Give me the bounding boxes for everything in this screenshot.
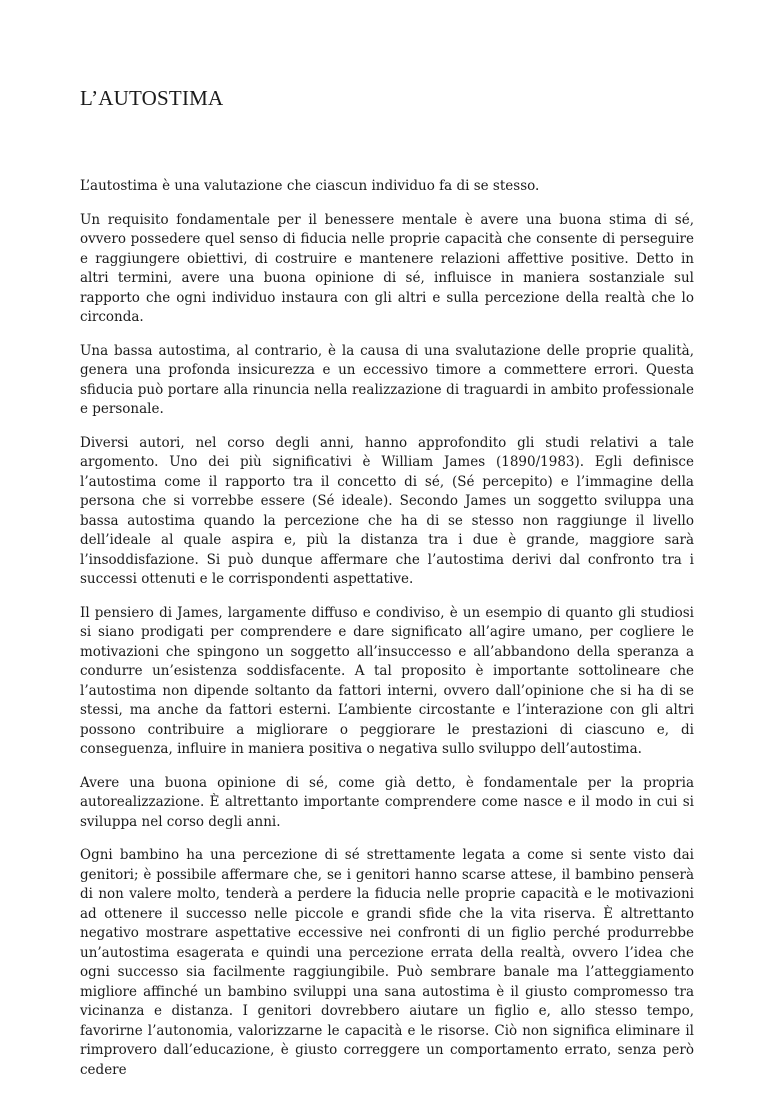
paragraph: L’autostima è una valutazione che ciascun individuo fa di se stesso.	[80, 178, 540, 194]
paragraph: Un requisito fondamentale per il benessere mentale è avere una buona stima di sé, ovvero possedere quel senso di fiducia nelle proprie capacità che consente di perseguire e raggiungere obiettivi, di costruire e mantenere relazioni affettive positive. Detto in altri termini, avere una buona opinione di sé, influisce in maniera sostanziale sul rapporto che ogni individuo instaura con gli altri e sulla percezione della realtà che lo circonda.	[80, 211, 694, 325]
paragraph: Diversi autori, nel corso degli anni, hanno approfondito gli studi relativi a tale argomento. Uno dei più significativi è William James (1890/1983). Egli definisce l’autostima come il rapporto tra il concetto di sé, (Sé percepito) e l’immagine della persona che si vorrebbe essere (Sé ideale). Secondo James un soggetto sviluppa una bassa autostima quando la percezione che ha di se stesso non raggiunge il livello dell’ideale al quale aspira e, più la distanza tra i due è grande, maggiore sarà l’insoddisfazione. Si può dunque affermare che l’autostima derivi dal confronto tra i successi ottenuti e le corrispondenti aspettative.	[80, 434, 694, 587]
document-title: L’AUTOSTIMA	[80, 86, 224, 110]
paragraph: Ogni bambino ha una percezione di sé strettamente legata a come si sente visto dai genitori; è possibile affermare che, se i genitori hanno scarse attese, il bambino penserà di non valere molto, tenderà a perdere la fiducia nelle proprie capacità e le motivazioni ad ottenere il successo nelle piccole e grandi sfide che la vita riserva. È altrettanto negativo mostrare aspettative eccessive nei confronti di un figlio perché produrrebbe un’autostima esagerata e quindi una percezione errata della realtà, ovvero l’idea che ogni successo sia facilmente raggiungibile. Può sembrare banale ma l’atteggiamento migliore affinché un bambino sviluppi una sana autostima è il giusto compromesso tra vicinanza e distanza. I genitori dovrebbero aiutare un figlio e, allo stesso tempo, favorirne l’autonomia, valorizzarne le capacità e le risorse. Ciò non significa eliminare il rimprovero dall’educazione, è giusto correggere un comportamento errato, senza però cedere	[80, 847, 694, 1078]
paragraph: Avere una buona opinione di sé, come già detto, è fondamentale per la propria autorealizzazione. È altrettanto importante comprendere come nasce e il modo in cui si sviluppa nel corso degli anni.	[80, 774, 694, 830]
paragraph: Una bassa autostima, al contrario, è la causa di una svalutazione delle proprie qualità, genera una profonda insicurezza e un eccessivo timore a commettere errori. Questa sfiducia può portare alla rinuncia nella realizzazione di traguardi in ambito professionale e personale.	[80, 342, 694, 417]
document-body	[80, 177, 694, 1094]
paragraph: Il pensiero di James, largamente diffuso e condiviso, è un esempio di quanto gli studiosi si siano prodigati per comprendere e dare significato all’agire umano, per cogliere le motivazioni che spingono un soggetto all’insuccesso e all’abbandono della speranza a condurre un’esistenza soddisfacente. A tal proposito è importante sottolineare che l’autostima non dipende soltanto da fattori interni, ovvero dall’opinione che si ha di se stessi, ma anche da fattori esterni. L’ambiente circostante e l’interazione con gli altri possono contribuire a migliorare o peggiorare le prestazioni di ciascuno e, di conseguenza, influire in maniera positiva o negativa sullo sviluppo dell’autostima.	[80, 604, 694, 757]
